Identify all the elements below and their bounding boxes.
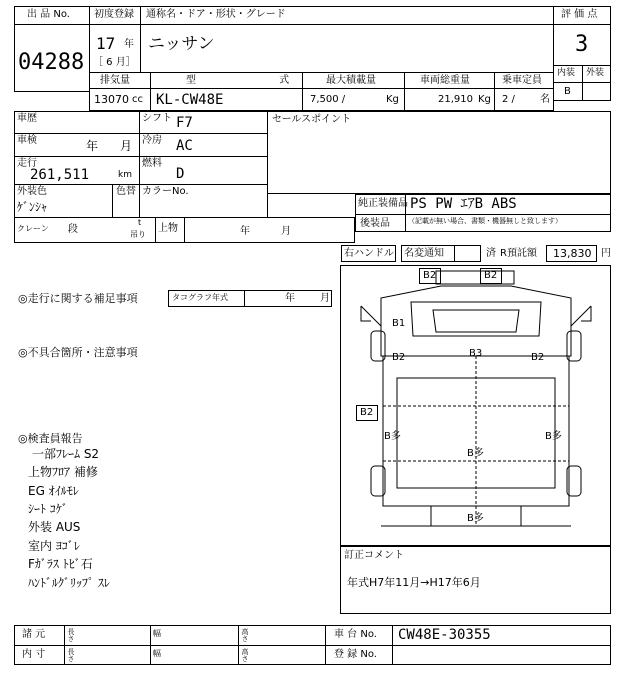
inspector-item: 外装 AUS [28, 520, 81, 534]
height-label: 高さ [241, 648, 249, 662]
dims-label: 諸 元 [22, 629, 46, 640]
first-reg-year-unit: 年 [124, 39, 134, 50]
fuel: D [176, 166, 185, 182]
displacement-unit: cc [132, 94, 143, 105]
max-load-unit: Kg [386, 94, 399, 105]
grade-value: 3 [575, 32, 589, 57]
recycle-label: R預託額 [500, 248, 537, 259]
first-reg-year: 17 [96, 34, 116, 53]
length-label: 長さ [67, 648, 75, 662]
name-change-text: 名変通知 [404, 248, 444, 259]
car-name: ニッサン [148, 34, 215, 54]
recycle-amount: 13,830 [553, 247, 592, 260]
defect-label: ◎不具合箇所・注意事項 [18, 346, 138, 359]
width-label: 幅 [153, 629, 161, 638]
history-block [14, 111, 268, 218]
aftermarket-note: （記載が無い場合、書類・機器無しと致します） [408, 217, 562, 225]
damage-mark: B2 [531, 352, 545, 363]
chassis-no: CW48E-30355 [398, 627, 491, 643]
inspector-item: 一部ﾌﾚｰﾑ S2 [32, 447, 100, 461]
damage-mark: B2 [360, 407, 374, 418]
damage-mark: B1 [392, 318, 406, 329]
color-label: 外装色 [17, 186, 47, 197]
inspector-item: Fｶﾞﾗｽ ﾄﾋﾞ石 [28, 557, 93, 571]
lift-year: 年 [240, 226, 250, 237]
inspector-item: 室内 ﾖｺﾞﾚ [28, 539, 80, 553]
color-code-label: カラーNo. [142, 186, 189, 197]
damage-mark: B2 [392, 352, 406, 363]
length-label: 長さ [67, 628, 75, 642]
tacho-label: タコグラフ年式 [172, 293, 228, 302]
crane-hang: 吊り [130, 230, 146, 239]
damage-mark: B3 [469, 348, 483, 359]
exterior-label: 外装 [586, 68, 605, 78]
inspection-label: 車検 [17, 135, 37, 146]
correction-text: 年式H7年11月→H17年6月 [347, 576, 481, 589]
ac-label: 冷房 [142, 135, 162, 146]
grade-label: 評 価 点 [561, 9, 598, 20]
first-reg-month: ［ 6 月］ [93, 57, 136, 68]
ac: AC [176, 138, 193, 154]
crane-label: クレーン [17, 224, 49, 233]
capacity-unit: 名 [540, 94, 550, 105]
shift-label: シフト [142, 113, 172, 124]
truck-outline [341, 266, 610, 545]
lot-no-label: 出 品 No. [27, 9, 70, 20]
model: KL-CW48E [156, 92, 224, 108]
damage-mark: B多 [467, 513, 484, 524]
name-label: 通称名・ドア・形状・グレード [146, 9, 286, 20]
driving-notes-label: ◎走行に関する補足事項 [18, 292, 138, 305]
mileage: 261,511 [30, 167, 90, 183]
inspector-item: ﾊﾝﾄﾞﾙｸﾞﾘｯﾌﾟ ｽﾚ [28, 576, 110, 590]
gross-weight-unit: Kg [478, 94, 491, 105]
recycle-mark: 済 [486, 248, 496, 259]
displacement-label: 排気量 [100, 75, 130, 86]
lot-no: 04288 [18, 50, 85, 75]
interior-grade: B [564, 86, 571, 97]
mileage-unit: km [118, 170, 132, 180]
sales-point-label: セールスポイント [272, 114, 352, 125]
history-label: 車歴 [17, 113, 37, 124]
correction-label: 訂正コメント [344, 550, 404, 561]
model-label: 型 式 [186, 75, 330, 86]
height-label: 高さ [241, 628, 249, 642]
recycle-unit: 円 [601, 248, 611, 259]
lift-month: 月 [281, 226, 291, 237]
gross-weight: 21,910 [438, 94, 473, 105]
first-reg-label: 初度登録 [94, 9, 134, 20]
shift: F7 [176, 115, 193, 131]
lift-label: 上物 [158, 223, 178, 234]
max-load: 7,500 / [310, 94, 346, 105]
crane-ton: t [138, 218, 142, 227]
inspector-item: EG ｵｲﾙﾓﾚ [28, 484, 79, 498]
max-load-label: 最大積載量 [326, 75, 376, 86]
crane-stage: 段 [68, 224, 78, 235]
inspection-month: 月 [120, 139, 133, 153]
inspector-item: ｼｰﾄ ｺｹﾞ [28, 502, 68, 516]
inspector-item: 上物ﾌﾛｱ 補修 [28, 465, 98, 479]
interior-dims-label: 内 寸 [22, 649, 46, 660]
capacity-label: 乗車定員 [502, 75, 542, 86]
tacho-month: 月 [320, 293, 330, 304]
rhd-text: 右ハンドル [344, 248, 394, 259]
damage-mark: B多 [545, 431, 562, 442]
damage-mark: B多 [384, 431, 401, 442]
fuel-label: 燃料 [142, 158, 162, 169]
displacement: 13070 [94, 93, 129, 106]
inspector-label: ◎検査員報告 [18, 432, 83, 445]
equipment-label: 純正装備品 [358, 198, 408, 209]
damage-mark: B2 [484, 270, 498, 281]
damage-diagram [340, 265, 611, 546]
equipment: PS PW ｴｱB ABS [410, 196, 517, 212]
color: ｹﾞﾝｼｬ [17, 200, 48, 214]
mileage-label: 走行 [17, 158, 37, 169]
tacho-year: 年 [285, 293, 295, 304]
aftermarket-label: 後装品 [360, 218, 390, 229]
width-label: 幅 [153, 649, 161, 658]
color-change-label: 色替 [116, 186, 136, 197]
damage-mark: B2 [423, 270, 437, 281]
gross-weight-label: 車両総重量 [420, 75, 470, 86]
capacity: 2 / [502, 94, 515, 105]
interior-label: 内装 [557, 68, 576, 78]
damage-mark: B多 [467, 448, 484, 459]
reg-label: 登 録 No. [334, 649, 377, 660]
inspection-year: 年 [86, 139, 99, 153]
chassis-label: 車 台 No. [334, 629, 377, 640]
